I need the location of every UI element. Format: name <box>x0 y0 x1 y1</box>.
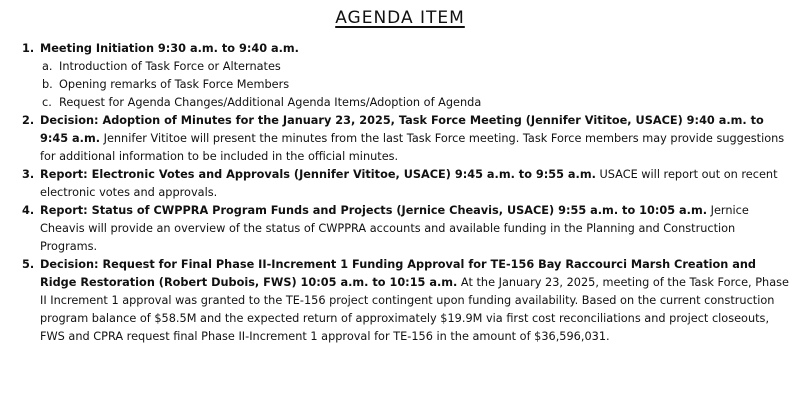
subitem-text: Introduction of Task Force or Alternates <box>59 60 281 73</box>
agenda-item-5 <box>22 256 792 346</box>
agenda-item-1 <box>22 40 792 112</box>
item-heading: Decision: Adoption of Minutes for the January 23, 2025, Task Force Meeting (Jennifer Vititoe, USACE) 9:40 a.m. to 9:45 a.m. <box>40 114 764 145</box>
item-number: 2. <box>22 114 35 127</box>
agenda-list <box>22 40 792 346</box>
subitem-letter: c. <box>42 96 52 109</box>
item-number: 5. <box>22 258 35 271</box>
page-title: AGENDA ITEM <box>335 8 465 28</box>
subitem-text: Opening remarks of Task Force Members <box>59 78 290 91</box>
item-number: 3. <box>22 168 35 181</box>
subitem-text: Request for Agenda Changes/Additional Agenda Items/Adoption of Agenda <box>59 96 482 109</box>
subitem-b <box>42 76 792 94</box>
item-heading: Decision: Request for Final Phase II-Increment 1 Funding Approval for TE-156 Bay Raccourci Marsh Creation and Ridge Restoration (Robert Dubois, FWS) 10:05 a.m. to 10:15 a.m. <box>40 258 756 289</box>
agenda-item-3 <box>22 166 792 202</box>
item-heading: Report: Electronic Votes and Approvals (Jennifer Vititoe, USACE) 9:45 a.m. to 9:55 a.m. <box>40 168 596 181</box>
subitem-list <box>40 58 792 112</box>
item-body: Jennifer Vititoe will present the minutes from the last Task Force meeting. Task Force members may provide suggestions for additional information to be included in the official minutes. <box>40 132 785 163</box>
subitem-c <box>42 94 792 112</box>
subitem-a <box>42 58 792 76</box>
agenda-item-2 <box>22 112 792 166</box>
item-number: 4. <box>22 204 35 217</box>
item-body: At the January 23, 2025, meeting of the Task Force, Phase II Increment 1 approval was granted to the TE-156 project contingent upon funding availability. Based on the current construction program balance of $58.5M and the expected return of approximately $19.9M via first cost reconciliations and project closeouts, FWS and CPRA request final Phase II-Increment 1 approval for TE-156 in the amount of $36,596,031. <box>40 276 789 343</box>
subitem-letter: a. <box>42 60 53 73</box>
item-heading: Meeting Initiation 9:30 a.m. to 9:40 a.m. <box>40 42 299 55</box>
subitem-letter: b. <box>42 78 53 91</box>
item-number: 1. <box>22 42 35 55</box>
item-heading: Report: Status of CWPPRA Program Funds and Projects (Jernice Cheavis, USACE) 9:55 a.m. to 10:05 a.m. <box>40 204 708 217</box>
agenda-item-4 <box>22 202 792 256</box>
item-body: USACE will report out on recent electronic votes and approvals. <box>40 168 778 199</box>
item-body: Jernice Cheavis will provide an overview of the status of CWPPRA accounts and available funding in the Planning and Construction Programs. <box>40 204 749 253</box>
